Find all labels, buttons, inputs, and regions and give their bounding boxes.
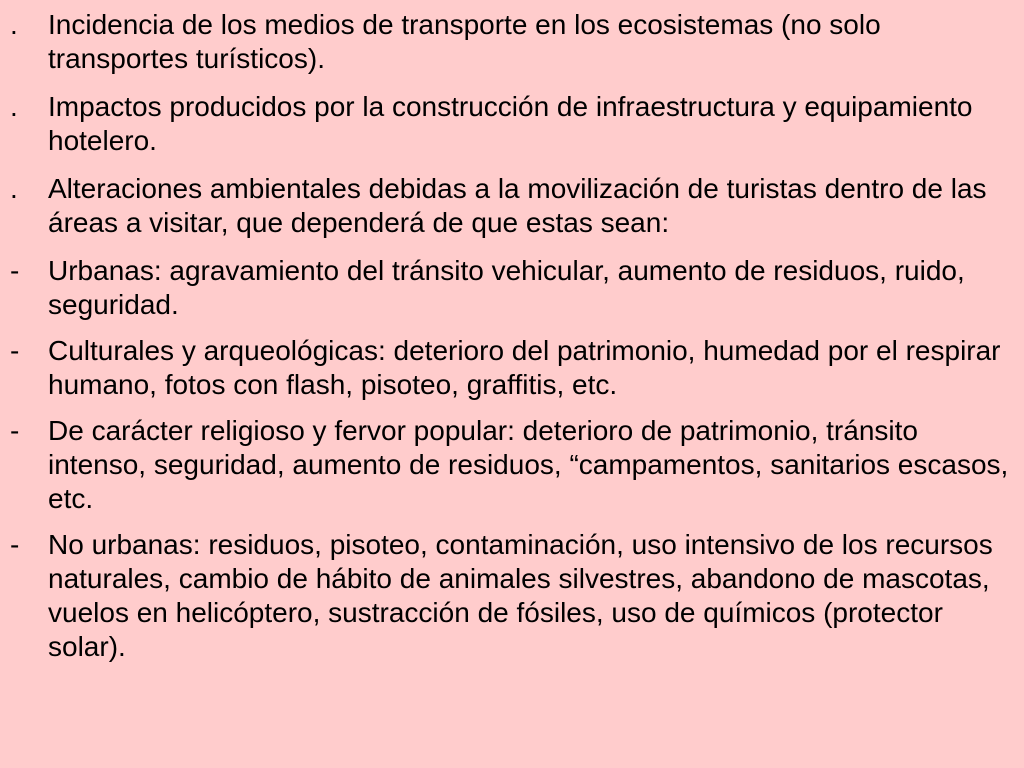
list-item-environmental-alterations xyxy=(10,172,1010,240)
list-item-text: Impactos producidos por la construcción de infraestructura y equipamiento hotelero. xyxy=(48,91,973,156)
list-item-text: Incidencia de los medios de transporte en los ecosistemas (no solo transportes turísticos). xyxy=(48,9,881,74)
list-item-text: Alteraciones ambientales debidas a la movilización de turistas dentro de las áreas a visitar, que dependerá de que estas sean: xyxy=(48,173,987,238)
list-marker: . xyxy=(10,173,18,204)
list-marker: - xyxy=(10,255,20,286)
list-marker: . xyxy=(10,9,18,40)
list-item-text: No urbanas: residuos, pisoteo, contaminación, uso intensivo de los recursos naturales, cambio de hábito de animales silvestres, abandono de mascotas, vuelos en helicóptero, sustracción de fósiles, uso de químicos (protector solar). xyxy=(48,529,993,662)
list-item-text: Urbanas: agravamiento del tránsito vehicular, aumento de residuos, ruido, seguridad. xyxy=(48,255,965,320)
list-marker: - xyxy=(10,529,20,560)
list-marker: - xyxy=(10,415,20,446)
list-item-cultural-areas xyxy=(10,334,1010,402)
list-item-non-urban-areas xyxy=(10,528,1010,664)
list-item-text: De carácter religioso y fervor popular: deterioro de patrimonio, tránsito intenso, seguridad, aumento de residuos, “campamentos, sanitarios escasos, etc. xyxy=(48,415,1009,514)
list-item-infrastructure-impact xyxy=(10,90,1010,158)
list-item-urban-areas xyxy=(10,254,1010,322)
list-marker: - xyxy=(10,335,20,366)
list-item-religious-areas xyxy=(10,414,1010,516)
list-item-transport-impact xyxy=(10,8,1010,76)
list-marker: . xyxy=(10,91,18,122)
list-item-text: Culturales y arqueológicas: deterioro del patrimonio, humedad por el respirar humano, fotos con flash, pisoteo, graffitis, etc. xyxy=(48,335,1001,400)
